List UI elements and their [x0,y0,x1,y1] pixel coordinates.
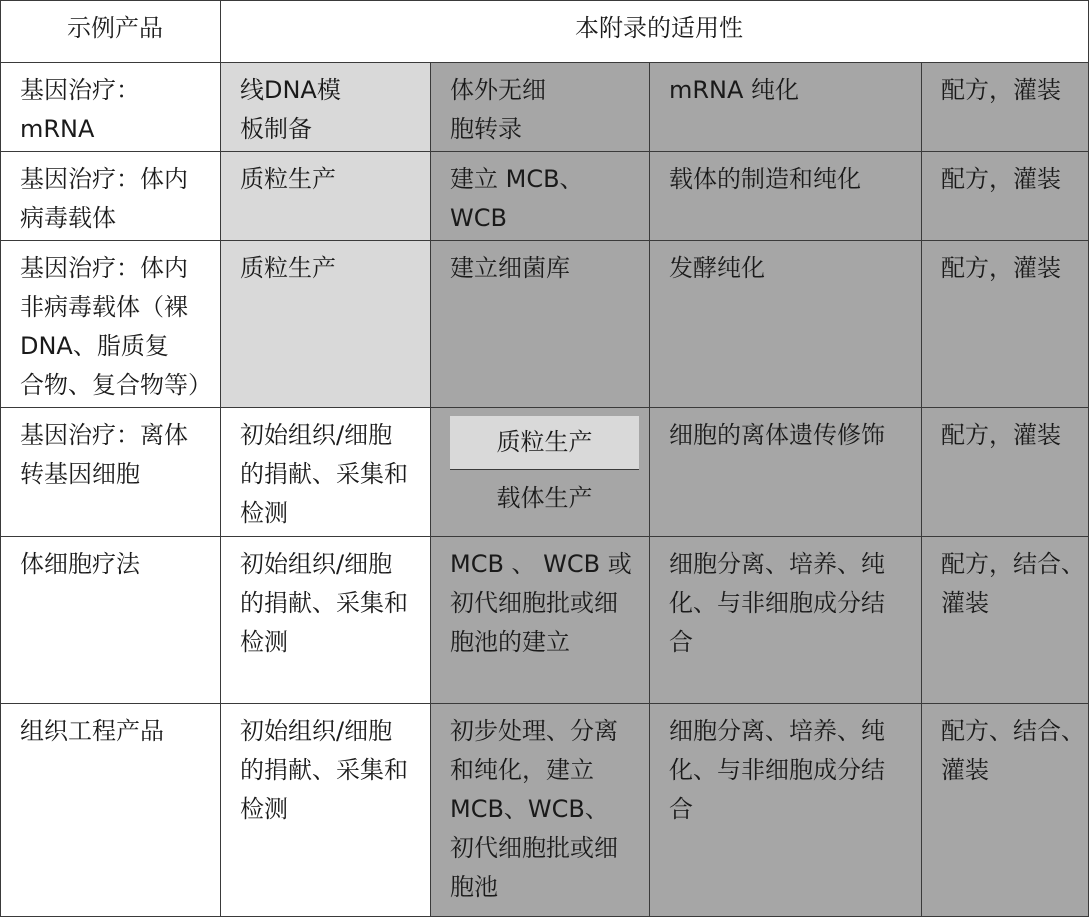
table-row [1,537,1089,704]
stage-cell: 初步处理、分离 和纯化，建立 MCB、WCB、 初代细胞批或细 胞池 [431,704,650,917]
product-cell: 组织工程产品 [1,704,221,917]
stage-cell: MCB 、 WCB 或 初代细胞批或细 胞池的建立 [431,537,650,704]
stage-cell: 配方，灌装 [922,63,1089,152]
split-stage-cell [431,408,650,537]
product-cell: 基因治疗： mRNA [1,63,221,152]
table-row [1,408,1089,537]
product-cell: 基因治疗：离体 转基因细胞 [1,408,221,537]
stage-cell: 载体的制造和纯化 [650,152,922,241]
product-cell: 体细胞疗法 [1,537,221,704]
stage-cell: 配方，灌装 [922,408,1089,537]
plasmid-production-subcell: 质粒生产 [450,416,639,470]
header-applicability: 本附录的适用性 [221,1,1089,63]
table-row [1,704,1089,917]
stage-cell: mRNA 纯化 [650,63,922,152]
header-row [1,1,1089,63]
table-row [1,152,1089,241]
stage-cell: 线DNA模 板制备 [221,63,431,152]
stage-cell: 初始组织/细胞 的捐献、采集和 检测 [221,537,431,704]
stage-cell: 建立 MCB、 WCB [431,152,650,241]
stage-cell: 发酵纯化 [650,241,922,408]
stage-cell: 体外无细 胞转录 [431,63,650,152]
vector-production-subcell: 载体生产 [496,484,593,512]
stage-cell: 配方，灌装 [922,152,1089,241]
product-cell: 基因治疗：体内 病毒载体 [1,152,221,241]
product-cell: 基因治疗：体内 非病毒载体（裸 DNA、脂质复 合物、复合物等） [1,241,221,408]
stage-cell: 建立细菌库 [431,241,650,408]
stage-cell: 质粒生产 [221,152,431,241]
stage-cell: 质粒生产 [221,241,431,408]
header-product: 示例产品 [1,1,221,63]
stage-cell: 细胞分离、培养、纯 化、与非细胞成分结 合 [650,704,922,917]
stage-cell: 配方、结合、 灌装 [922,704,1089,917]
stage-cell: 配方，灌装 [922,241,1089,408]
stage-cell: 初始组织/细胞 的捐献、采集和 检测 [221,408,431,537]
stage-cell: 细胞分离、培养、纯 化、与非细胞成分结 合 [650,537,922,704]
table-row [1,63,1089,152]
table-row [1,241,1089,408]
stage-cell: 初始组织/细胞 的捐献、采集和 检测 [221,704,431,917]
stage-cell: 配方，结合、 灌装 [922,537,1089,704]
stage-cell: 细胞的离体遗传修饰 [650,408,922,537]
